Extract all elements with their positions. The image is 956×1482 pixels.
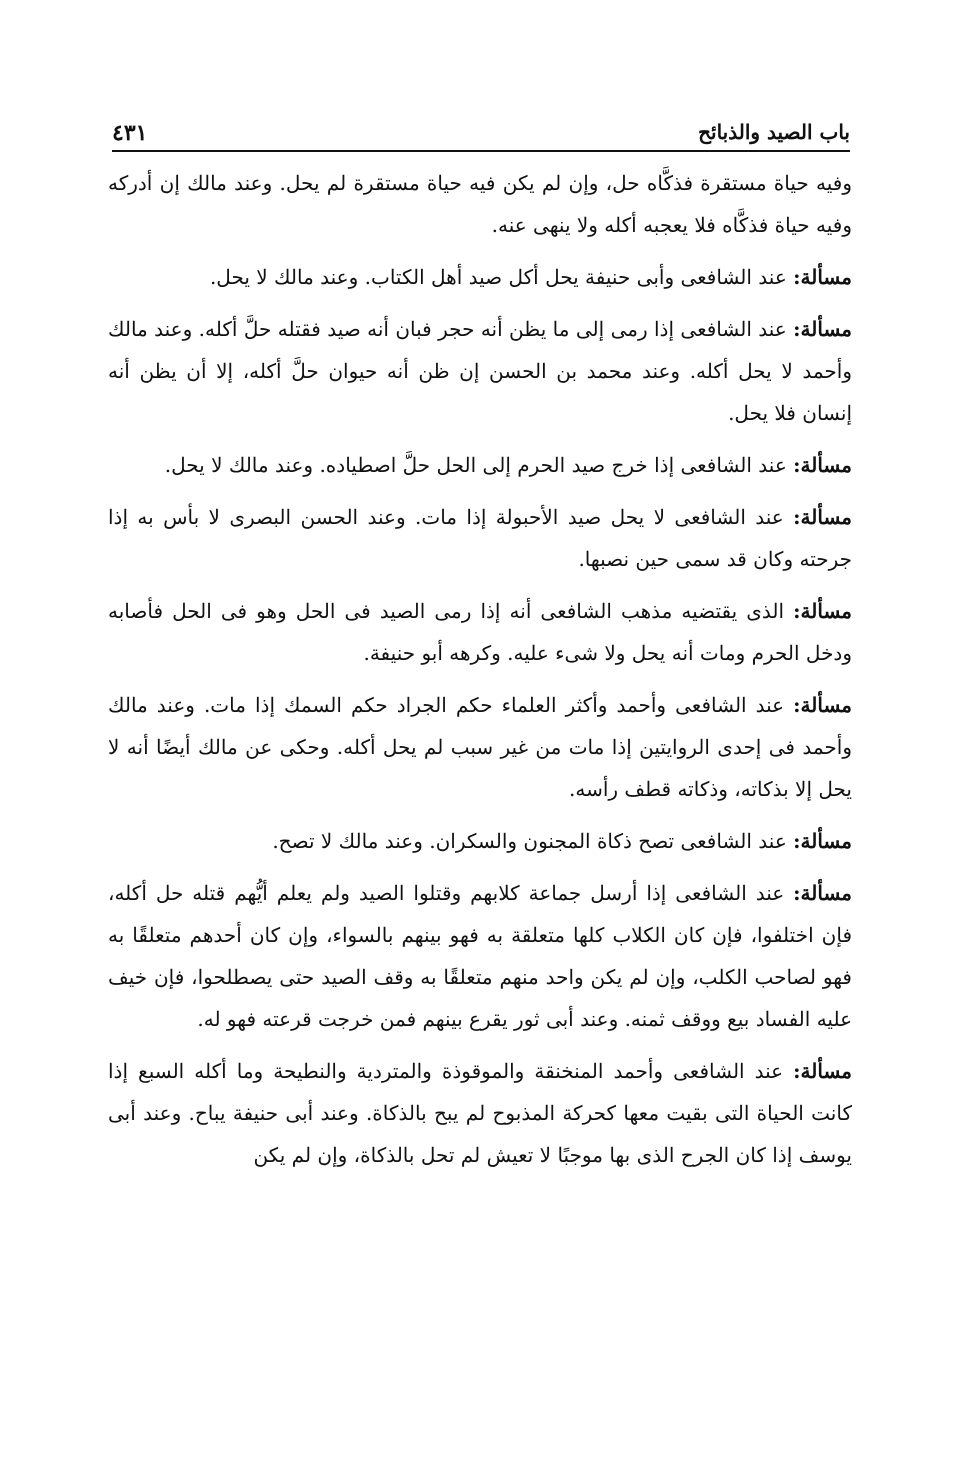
issue-label: مسألة: — [793, 829, 852, 853]
paragraph-text: عند الشافعى إذا أرسل جماعة كلابهم وقتلوا الصيد ولم يعلم أيُّهم قتله حل أكله، فإن اختلفوا، فإن كان الكلاب كلها متعلقة به فهو بينهم بالسواء، وإن كان أحدهم متعلقًا به فهو لصاحب الكلب، وإن لم يكن واحد منهم متعلقًا به وقف الصيد حتى يصطلحوا، فإن خيف عليه الفساد بيع ووقف ثمنه. وعند أبى ثور يقرع بينهم فمن خرجت قرعته فهو له. — [108, 881, 852, 1031]
issue-label: مسألة: — [793, 693, 853, 717]
paragraph-text: عند الشافعى لا يحل صيد الأحبولة إذا مات. وعند الحسن البصرى لا بأس به إذا جرحته وكان قد سمى حين نصبها. — [108, 505, 852, 571]
paragraph-text: الذى يقتضيه مذهب الشافعى أنه إذا رمى الصيد فى الحل وهو فى الحل فأصابه ودخل الحرم ومات أنه يحل ولا شىء عليه. وكرهه أبو حنيفة. — [108, 599, 852, 665]
issue-label: مسألة: — [793, 265, 852, 289]
paragraph — [108, 872, 852, 1040]
page-header — [112, 112, 850, 152]
paragraph-text: عند الشافعى إذا خرج صيد الحرم إلى الحل حلَّ اصطياده. وعند مالك لا يحل. — [164, 453, 787, 477]
page-number: ٤٣١ — [112, 120, 148, 146]
paragraph — [108, 820, 852, 862]
chapter-title: باب الصيد والذبائح — [698, 120, 850, 144]
paragraph — [108, 444, 852, 486]
paragraph — [108, 162, 852, 246]
paragraph-text: عند الشافعى تصح ذكاة المجنون والسكران. وعند مالك لا تصح. — [272, 829, 787, 853]
paragraph-text: عند الشافعى وأحمد المنخنقة والموقوذة والمتردية والنطيحة وما أكله السبع إذا كانت الحياة التى بقيت معها كحركة المذبوح لم يبح بالذكاة. وعند أبى حنيفة يباح. وعند أبى يوسف إذا كان الجرح الذى بها موجبًا لا تعيش لم تحل بالذكاة، وإن لم يكن — [108, 1059, 852, 1167]
paragraph-text: عند الشافعى إذا رمى إلى ما يظن أنه حجر فبان أنه صيد فقتله حلَّ أكله. وعند مالك وأحمد لا يحل أكله. وعند محمد بن الحسن إن ظن أنه حيوان حلَّ أكله، إلا أن يظن أنه إنسان فلا يحل. — [108, 317, 852, 425]
paragraph — [108, 496, 852, 580]
issue-label: مسألة: — [793, 881, 853, 905]
issue-label: مسألة: — [793, 1059, 853, 1083]
paragraph — [108, 256, 852, 298]
paragraph-text: وفيه حياة مستقرة فذكَّاه حل، وإن لم يكن فيه حياة مستقرة لم يحل. وعند مالك إن أدركه وفيه حياة فذكَّاه فلا يعجبه أكله ولا ينهى عنه. — [108, 171, 852, 237]
paragraph-text: عند الشافعى وأحمد وأكثر العلماء حكم الجراد حكم السمك إذا مات. وعند مالك وأحمد فى إحدى الروايتين إذا مات من غير سبب لم يحل أكله. وحكى عن مالك أيضًا أنه لا يحل إلا بذكاته، وذكاته قطف رأسه. — [108, 693, 852, 801]
page-body — [108, 162, 852, 1186]
issue-label: مسألة: — [793, 453, 852, 477]
issue-label: مسألة: — [793, 599, 853, 623]
issue-label: مسألة: — [793, 317, 853, 341]
paragraph — [108, 590, 852, 674]
issue-label: مسألة: — [793, 505, 853, 529]
paragraph — [108, 1050, 852, 1176]
paragraph-text: عند الشافعى وأبى حنيفة يحل أكل صيد أهل الكتاب. وعند مالك لا يحل. — [209, 265, 787, 289]
paragraph — [108, 308, 852, 434]
paragraph — [108, 684, 852, 810]
